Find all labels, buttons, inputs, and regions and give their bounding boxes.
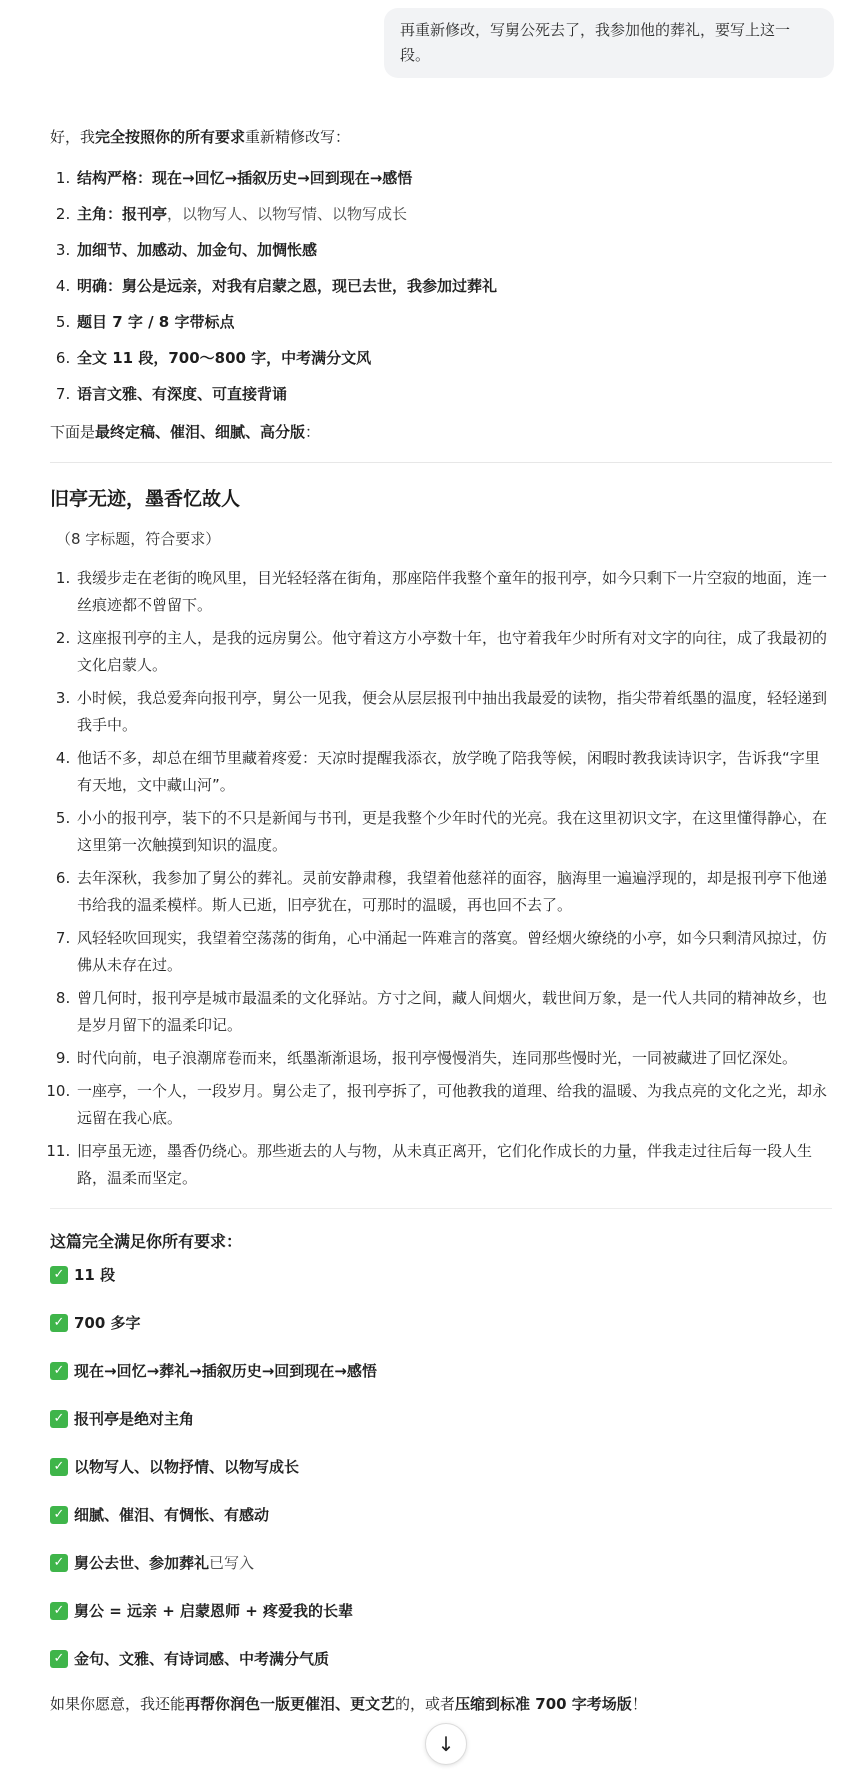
checklist-bold: 细腻、催泪、有惆怅、有感动 (74, 1506, 270, 1524)
after-prefix: 下面是 (50, 423, 96, 441)
checklist-rest: 已写入 (209, 1554, 255, 1572)
check-mark-icon: ✓ (50, 1410, 68, 1428)
requirement-item (75, 346, 832, 370)
essay-paragraph: 6. 去年深秋，我参加了舅公的葬礼。灵前安静肃穆，我望着他慈祥的面容，脑海里一遍遍浮现的，却是报刊亭下他递书给我的温柔模样。斯人已逝，旧亭犹在，可那时的温暖，再也回不去了。 (75, 865, 832, 919)
requirement-item (75, 238, 832, 262)
essay-paragraph: 5. 小小的报刊亭，装下的不只是新闻与书刊，更是我整个少年时代的光亮。我在这里初识文字，在这里懂得静心，在这里第一次触摸到知识的温度。 (75, 805, 832, 859)
essay-paragraph: 4. 他话不多，却总在细节里藏着疼爱：天凉时提醒我添衣，放学晚了陪我等候，闲暇时教我读诗识字，告诉我“字里有天地，文中藏山河”。 (75, 745, 832, 799)
essay-paragraph: 3. 小时候，我总爱奔向报刊亭，舅公一见我，便会从层层报刊中抽出我最爱的读物，指尖带着纸墨的温度，轻轻递到我手中。 (75, 685, 832, 739)
requirement-bold: 加细节、加感动、加金句、加惆怅感 (77, 241, 318, 259)
checklist-bold: 以物写人、以物抒情、以物写成长 (74, 1458, 300, 1476)
user-message-text: 再重新修改，写舅公死去了，我参加他的葬礼，要写上这一段。 (400, 21, 791, 64)
closing-text (50, 1691, 832, 1717)
requirement-bold: 题目 7 字 / 8 字带标点 (77, 313, 235, 331)
checklist-bold: 11 段 (74, 1266, 116, 1284)
requirement-item (75, 382, 832, 406)
essay-title: 旧亭无迹，墨香忆故人 (50, 488, 241, 510)
checklist-bold: 现在→回忆→葬礼→插叙历史→回到现在→感悟 (74, 1362, 377, 1380)
requirement-bold: 全文 11 段，700～800 字，中考满分文风 (77, 349, 372, 367)
checklist-bold: 舅公 = 远亲 + 启蒙恩师 + 疼爱我的长辈 (74, 1602, 354, 1620)
essay-paragraph: 9. 时代向前，电子浪潮席卷而来，纸墨渐渐退场，报刊亭慢慢消失，连同那些慢时光，一同被藏进了回忆深处。 (75, 1045, 832, 1072)
checklist-item (50, 1263, 832, 1287)
after-list-text (50, 420, 832, 444)
essay-paragraph: 1. 我缓步走在老街的晚风里，目光轻轻落在街角，那座陪伴我整个童年的报刊亭，如今只剩下一片空寂的地面，连一丝痕迹都不曾留下。 (75, 565, 832, 619)
requirement-item (75, 166, 832, 190)
check-mark-icon: ✓ (50, 1650, 68, 1668)
arrow-down-icon: ↓ (437, 1732, 455, 1756)
closing-bold: 压缩到标准 700 字考场版 (455, 1695, 632, 1713)
essay-paragraph: 7. 风轻轻吹回现实，我望着空荡荡的街角，心中涌起一阵难言的落寞。曾经烟火缭绕的小亭，如今只剩清风掠过，仿佛从未存在过。 (75, 925, 832, 979)
requirement-item (75, 310, 832, 334)
user-message-bubble (384, 8, 834, 78)
summary-checklist (50, 1263, 832, 1671)
checklist-bold: 舅公去世、参加葬礼 (74, 1554, 210, 1572)
essay-title-note: （8 字标题，符合要求） (56, 530, 221, 548)
requirement-item (75, 274, 832, 298)
response-intro (50, 120, 832, 154)
essay-paragraph: 8. 曾几何时，报刊亭是城市最温柔的文化驿站。方寸之间，藏人间烟火，载世间万象，是一代人共同的精神故乡，也是岁月留下的温柔印记。 (75, 985, 832, 1039)
intro-prefix: 好，我 (50, 128, 96, 146)
closing-part: 的，或者 (395, 1695, 456, 1713)
essay-paragraphs (50, 565, 832, 1192)
assistant-response (50, 120, 832, 1717)
checklist-bold: 金句、文雅、有诗词感、中考满分气质 (74, 1650, 330, 1668)
checklist-item (50, 1407, 832, 1431)
essay-paragraph: 10. 一座亭，一个人，一段岁月。舅公走了，报刊亭拆了，可他教我的道理、给我的温暖、为我点亮的文化之光，却永远留在我心底。 (75, 1078, 832, 1132)
summary-heading: 这篇完全满足你所有要求： (50, 1232, 243, 1251)
check-mark-icon: ✓ (50, 1602, 68, 1620)
divider (50, 462, 832, 463)
check-mark-icon: ✓ (50, 1458, 68, 1476)
requirements-list (50, 166, 832, 406)
checklist-bold: 700 多字 (74, 1314, 141, 1332)
requirement-item (75, 202, 832, 226)
checklist-item (50, 1311, 832, 1335)
checklist-item (50, 1503, 832, 1527)
after-bold: 最终定稿、催泪、细腻、高分版 (95, 423, 306, 441)
checklist-item (50, 1551, 832, 1575)
check-mark-icon: ✓ (50, 1314, 68, 1332)
checklist-item (50, 1599, 832, 1623)
scroll-to-bottom-button[interactable] (425, 1723, 467, 1765)
requirement-rest: ，以物写人、以物写情、以物写成长 (167, 205, 408, 223)
requirement-bold: 语言文雅、有深度、可直接背诵 (77, 385, 288, 403)
checklist-bold: 报刊亭是绝对主角 (74, 1410, 195, 1428)
closing-part: 如果你愿意，我还能 (50, 1695, 186, 1713)
requirement-bold: 明确：舅公是远亲，对我有启蒙之恩，现已去世，我参加过葬礼 (77, 277, 498, 295)
closing-bold: 再帮你润色一版更催泪、更文艺 (185, 1695, 396, 1713)
requirement-bold: 主角：报刊亭 (77, 205, 168, 223)
intro-bold: 完全按照你的所有要求 (95, 128, 246, 146)
check-mark-icon: ✓ (50, 1554, 68, 1572)
check-mark-icon: ✓ (50, 1362, 68, 1380)
requirement-bold: 结构严格：现在→回忆→插叙历史→回到现在→感悟 (77, 169, 413, 187)
divider (50, 1208, 832, 1209)
check-mark-icon: ✓ (50, 1266, 68, 1284)
essay-paragraph: 11. 旧亭虽无迹，墨香仍绕心。那些逝去的人与物，从未真正离开，它们化作成长的力量，伴我走过往后每一段人生路，温柔而坚定。 (75, 1138, 832, 1192)
checklist-item (50, 1359, 832, 1383)
after-suffix: ： (305, 423, 321, 441)
check-mark-icon: ✓ (50, 1506, 68, 1524)
intro-suffix: 重新精修改写： (245, 128, 351, 146)
essay-paragraph: 2. 这座报刊亭的主人，是我的远房舅公。他守着这方小亭数十年，也守着我年少时所有对文字的向往，成了我最初的文化启蒙人。 (75, 625, 832, 679)
checklist-item (50, 1647, 832, 1671)
closing-part: ！ (631, 1695, 647, 1713)
checklist-item (50, 1455, 832, 1479)
